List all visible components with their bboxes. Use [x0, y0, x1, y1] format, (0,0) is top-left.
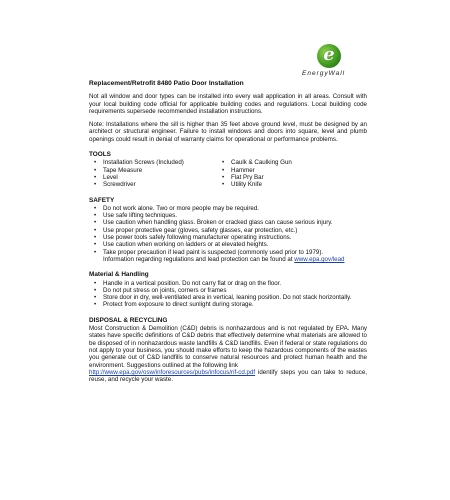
tool-item: • Level	[89, 174, 217, 181]
logo-circle-icon	[317, 44, 341, 68]
lead-text: Take proper precaution if lead paint is suspected (commonly used prior to 1979).	[103, 248, 324, 256]
material-heading: Material & Handling	[89, 271, 149, 279]
tool-item: • Tape Measure	[89, 167, 217, 174]
tools-column-1	[89, 159, 217, 188]
tool-item: • Installation Screws (Included)	[89, 159, 217, 166]
tool-item: • Utility Knife	[217, 181, 357, 188]
tool-item: • Hammer	[217, 167, 357, 174]
tool-item: • Screwdriver	[89, 181, 217, 188]
disposal-heading: DISPOSAL & RECYCLING	[89, 316, 168, 324]
document-content	[89, 80, 367, 389]
logo-letter: e	[323, 44, 335, 65]
tool-item: • Caulk & Caulking Gun	[217, 159, 357, 166]
logo-brand-text: EnergyWall	[302, 70, 346, 77]
material-item: • Handle in a vertical position. Do not carry flat or drag on the floor.	[89, 280, 367, 287]
note-paragraph: Note: Installations where the sill is higher than 35 feet above ground level, must be designed by an architect or structural engineer. Failure to install windows and doors into square, level and plumb openings could result in denial of warranty claims for operational or performance problems.	[89, 121, 367, 143]
tool-item: • Flat Pry Bar	[217, 174, 357, 181]
safety-item: • Use proper protective gear (gloves, safety glasses, ear protection, etc.)	[89, 227, 367, 234]
safety-item: • Use caution when working on ladders or at elevated heights.	[89, 241, 367, 248]
material-item: • Do not put stress on joints, corners or frames	[89, 287, 367, 294]
epa-disposal-link[interactable]: http://www.epa.gov/osw/inforesources/pubs/infocus/rif-cd.pdf	[89, 368, 256, 376]
page-title: Replacement/Retrofit 8480 Patio Door Installation	[89, 80, 244, 87]
safety-item: • Use safe lifting techniques.	[89, 212, 367, 219]
lead-info: Information regarding regulations and lead protection can be found at	[103, 255, 293, 263]
disposal-text-after: identify steps you can take to reduce, reuse, and recycle your waste.	[89, 368, 367, 384]
material-item: • Protect from exposure to direct sunlight during storage.	[89, 301, 367, 308]
tools-column-2	[217, 159, 357, 188]
epa-lead-link[interactable]: www.epa.gov/lead	[294, 255, 345, 263]
safety-heading: SAFETY	[89, 196, 115, 204]
tools-list	[89, 159, 367, 188]
safety-list	[89, 205, 367, 263]
tools-heading: TOOLS	[89, 151, 111, 159]
disposal-text: Most Construction & Demolition (C&D) debris is nonhazardous and is not regulated by EPA. Many states have specific definitions of C&D debris that effectively determine what materials are allowed to be disposed of in nonhazardous waste landfills & C&D landfills. Even if federal or state regulations do not apply to your business, you should make efforts to keep the hazardous components of the wastes you generate out of C&D landfills to conserve natural resources and protect human health and the environment. Suggestions outlined at the following link	[89, 325, 367, 369]
material-list	[89, 280, 367, 309]
safety-item-lead	[89, 249, 367, 264]
safety-item: • Use power tools safely following manufacturer operating instructions.	[89, 234, 367, 241]
material-item: • Store door in dry, well-ventilated area in vertical, leaning position. Do not stack horizontally.	[89, 294, 367, 301]
intro-paragraph: Not all window and door types can be installed into every wall application in all areas. Consult with your local building code official for applicable building codes and regulations. Local building code requirements supersede recommended installation instructions.	[89, 93, 367, 115]
safety-item: • Do not work alone. Two or more people may be required.	[89, 205, 367, 212]
disposal-paragraph	[89, 325, 367, 383]
safety-item: • Use caution when handling glass. Broken or cracked glass can cause serious injury.	[89, 219, 367, 226]
